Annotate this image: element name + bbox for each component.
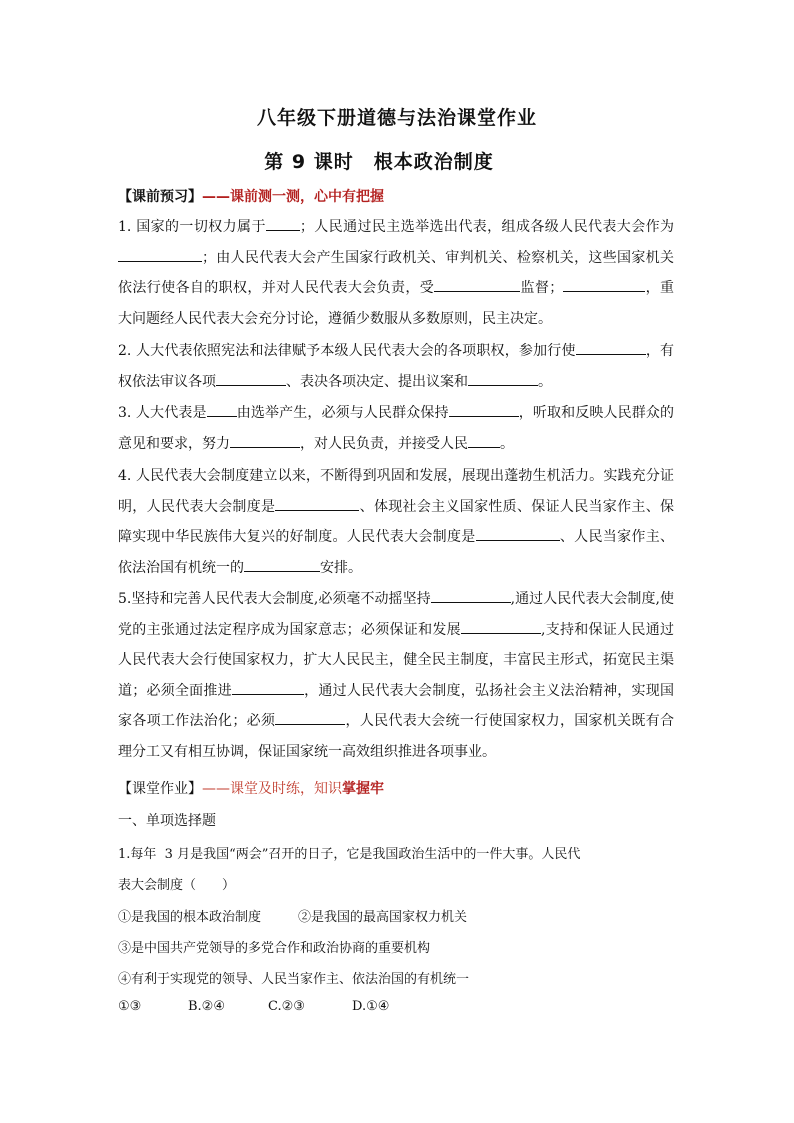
mc1-statement-4: ④有利于实现党的领导、人民当家作主、依法治国的有机统一 xyxy=(118,972,470,987)
mc1-option-c[interactable]: C.②③ xyxy=(268,999,305,1014)
page-title: 八年级下册道德与法治课堂作业 xyxy=(256,107,537,129)
q1-blank-4[interactable] xyxy=(563,275,645,292)
q2-text-b: ，有权依法审议各项 xyxy=(118,343,675,390)
q5-blank-1[interactable] xyxy=(431,586,511,603)
q2-blank-1[interactable] xyxy=(576,338,646,355)
q5-text-b: ,通过人民代表大会制度,使党的主张通过法定程序成为国家意志；必须保证和发展 xyxy=(118,591,674,638)
q1-blank-1[interactable] xyxy=(266,214,300,231)
q5-text-c: ,支持和保证人民通过人民代表大会行使国家权力，扩大人民民主，健全民主制度，丰富民主形式，拓宽民主渠道；必须全面推进 xyxy=(118,621,675,699)
q4-blank-2[interactable] xyxy=(476,524,560,541)
section-classwork-heading xyxy=(118,778,384,798)
q2-blank-3[interactable] xyxy=(468,369,538,386)
q3-text-e: 。 xyxy=(500,435,514,452)
section-preview-tagline: ——课前测一测，心中有把握 xyxy=(202,189,384,205)
q3-blank-1[interactable] xyxy=(207,400,237,417)
q4-text-d: 安排。 xyxy=(320,559,362,576)
lesson-subtitle: 第 9 课时 根本政治制度 xyxy=(264,151,494,173)
q1-blank-2[interactable] xyxy=(118,245,202,262)
q2-text-a: 2. 人大代表依照宪法和法律赋予本级人民代表大会的各项职权，参加行使 xyxy=(118,343,576,359)
section-preview-heading xyxy=(118,186,384,206)
q3-text-a: 3. 人大代表是 xyxy=(118,405,207,421)
q3-text-b: 由选举产生，必须与人民群众保持 xyxy=(236,405,449,421)
mc1-stem-line-1: 1.每年 3 月是我国“两会”召开的日子，它是我国政治生活中的一件大事。人民代 xyxy=(118,847,581,862)
q1-blank-3[interactable] xyxy=(434,275,520,292)
q2-blank-2[interactable] xyxy=(216,369,286,386)
q1-text-c: ；由人民代表大会产生国家行政机关、审判机关、检察机关，这些国家机关依法行使各自的职权，并对人民代表大会负责，受 xyxy=(118,249,674,297)
section-classwork-label: 【课堂作业】 xyxy=(118,781,202,797)
q5-blank-4[interactable] xyxy=(275,708,345,725)
mc1-stem-line-2: 表大会制度（ ） xyxy=(118,878,236,893)
part-heading: 一、单项选择题 xyxy=(118,813,216,829)
q2-text-c: 、表决各项决定、提出议案和 xyxy=(286,373,468,390)
q3-blank-2[interactable] xyxy=(449,400,519,417)
q3-text-c: ，听取和反映人民群众的意见和要求，努力 xyxy=(118,405,675,452)
mc1-option-a[interactable]: ①③ xyxy=(118,999,142,1014)
question-3 xyxy=(118,398,674,459)
mc1-statement-2: ②是我国的最高国家权力机关 xyxy=(298,910,468,925)
q5-text-a: 5.坚持和完善人民代表大会制度,必须毫不动摇坚持 xyxy=(118,591,431,607)
section-classwork-tagline: ——课堂及时练，知识 xyxy=(202,781,342,797)
q1-text-a: 1. 国家的一切权力属于 xyxy=(118,219,266,235)
q3-blank-3[interactable] xyxy=(230,431,300,448)
section-classwork-tagline-bold: 掌握牢 xyxy=(342,781,384,797)
q4-text-b: 、体现社会主义国家性质、保证人民当家作主、保障实现中华民族伟大复兴的好制度。人民代表大会制度是 xyxy=(118,498,675,546)
mc1-statement-1: ①是我国的根本政治制度 xyxy=(118,910,262,925)
q5-blank-2[interactable] xyxy=(461,617,541,634)
question-5 xyxy=(118,584,674,768)
question-1 xyxy=(118,212,674,334)
q1-text-e: ，重大问题经人民代表大会充分讨论，遵循少数服从多数原则，民主决定。 xyxy=(118,280,675,327)
mc1-statement-3: ③是中国共产党领导的多党合作和政治协商的重要机构 xyxy=(118,941,431,956)
q2-text-d: 。 xyxy=(538,373,552,390)
question-4 xyxy=(118,461,674,583)
question-2 xyxy=(118,336,674,397)
section-preview-label: 【课前预习】 xyxy=(118,189,202,205)
q4-blank-1[interactable] xyxy=(275,494,359,511)
mc1-option-d[interactable]: D.①④ xyxy=(352,999,390,1014)
q1-text-d: 监督； xyxy=(520,280,564,297)
q4-text-c: 、人民当家作主、依法治国有机统一的 xyxy=(118,529,675,576)
q4-blank-3[interactable] xyxy=(244,555,320,572)
q5-blank-3[interactable] xyxy=(232,678,304,695)
mc1-option-b[interactable]: B.②④ xyxy=(188,999,225,1014)
q4-text-a: 4. 人民代表大会制度建立以来，不断得到巩固和发展，展现出蓬勃生机活力。实践充分证明，人民代表大会制度是 xyxy=(118,468,674,515)
q1-text-b: ；人民通过民主选举选出代表，组成各级人民代表大会作为 xyxy=(299,219,675,235)
q5-text-d: ，通过人民代表大会制度，弘扬社会主义法治精神，实现国家各项工作法治化；必须 xyxy=(118,682,675,730)
q3-text-d: ，对人民负责，并接受人民 xyxy=(300,435,468,452)
q5-text-e: ，人民代表大会统一行使国家权力，国家机关既有合理分工又有相互协调，保证国家统一高效组织推进各项事业。 xyxy=(118,713,675,760)
q3-blank-4[interactable] xyxy=(468,431,500,448)
